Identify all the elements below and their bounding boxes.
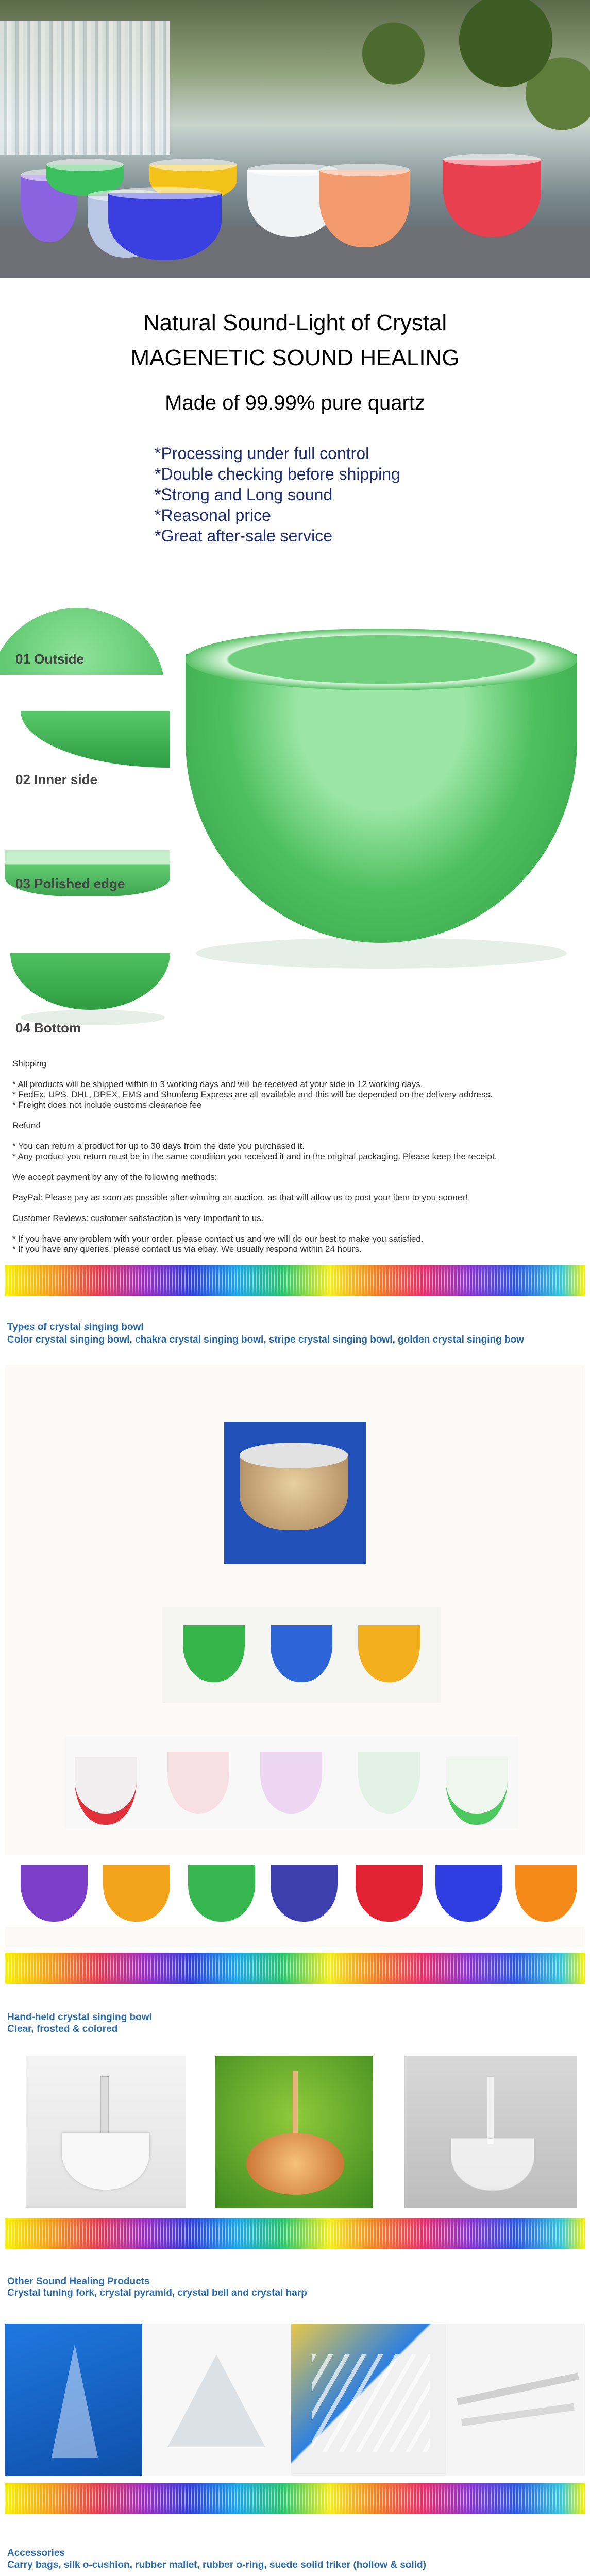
- feature-item: *Reasonal price: [155, 506, 271, 524]
- other-title: Other Sound Healing Products: [7, 2276, 150, 2287]
- detail-label: 03 Polished edge: [15, 876, 125, 891]
- material-line: Made of 99.99% pure quartz: [165, 392, 425, 414]
- crystal-harp-photo: [291, 2324, 446, 2476]
- detail-label: 02 Inner side: [15, 772, 97, 787]
- green-crystal-bowl: [186, 654, 577, 943]
- chakra-bowls-photo: [64, 1736, 518, 1829]
- payment-line: PayPal: Please pay as soon as possible after winning an auction, as that will allow us to post your item to you sooner!: [12, 1193, 468, 1202]
- types-panel: [5, 1365, 585, 1947]
- feature-item: *Great after-sale service: [155, 527, 333, 545]
- accessories-title: Accessories: [7, 2548, 65, 2558]
- handheld-subtitle: Clear, frosted & colored: [7, 2024, 118, 2035]
- review-line: * If you have any queries, please contact us via ebay. We usually respond within 24 hours.: [12, 1244, 362, 1254]
- headline-sub: MAGENETIC SOUND HEALING: [130, 345, 460, 370]
- refund-line: * You can return a product for up to 30 days from the date you purchased it.: [12, 1141, 305, 1151]
- handheld-title: Hand-held crystal singing bowl: [7, 2012, 152, 2023]
- feature-list: [155, 443, 400, 546]
- handheld-colored-photo: [215, 2056, 373, 2208]
- golden-bowl-photo: [224, 1422, 366, 1564]
- detail-inner-side: [0, 711, 170, 799]
- shipping-line: * FedEx, UPS, DHL, DPEX, EMS and Shunfeng Express are all available and this will be depended on the delivery address.: [12, 1090, 493, 1099]
- crystal-bell-photo: [446, 2324, 585, 2476]
- feature-item: *Processing under full control: [155, 444, 369, 463]
- payment-title: We accept payment by any of the following methods:: [12, 1172, 217, 1182]
- accessories-subtitle: Carry bags, silk o-cushion, rubber mallet, rubber o-ring, suede solid triker (hollow & solid): [7, 2560, 426, 2570]
- bowl-detail-section: [0, 598, 590, 1061]
- detail-label: 01 Outside: [15, 651, 84, 667]
- rainbow-divider: [5, 1953, 585, 1984]
- hero-banner-image: [0, 0, 590, 278]
- handheld-frosted-photo: [26, 2056, 186, 2208]
- green-crystal-bowl-rim: [186, 629, 577, 690]
- refund-line: * Any product you return must be in the same condition you received it and in the original packaging. Please keep the receipt.: [12, 1151, 497, 1161]
- rainbow-divider: [5, 1265, 585, 1296]
- stripe-bowls-photo: [162, 1607, 441, 1703]
- review-title: Customer Reviews: customer satisfaction is very important to us.: [12, 1213, 264, 1223]
- detail-polished-edge: [0, 840, 170, 902]
- rainbow-divider: [5, 2483, 585, 2514]
- types-subtitle: Color crystal singing bowl, chakra crystal singing bowl, stripe crystal singing bowl, golden crystal singing bow: [7, 1334, 524, 1345]
- headline: Natural Sound-Light of Crystal: [143, 310, 447, 335]
- refund-title: Refund: [12, 1121, 41, 1130]
- shipping-line: * All products will be shipped within in 3 working days and will be received at your side in 12 working days.: [12, 1079, 423, 1089]
- other-subtitle: Crystal tuning fork, crystal pyramid, crystal bell and crystal harp: [7, 2287, 307, 2298]
- feature-item: *Double checking before shipping: [155, 465, 400, 483]
- shipping-title: Shipping: [12, 1059, 47, 1069]
- handheld-clear-photo: [404, 2056, 577, 2208]
- waterfall: [0, 21, 170, 155]
- policy-info: [12, 1059, 579, 1265]
- types-title: Types of crystal singing bowl: [7, 1321, 144, 1332]
- crystal-pyramid-photo: [142, 2324, 291, 2476]
- color-bowls-photo: [5, 1855, 585, 1927]
- rainbow-divider: [5, 2218, 585, 2249]
- red-bowl: [443, 160, 541, 237]
- tuning-fork-photo: [5, 2324, 142, 2476]
- feature-item: *Strong and Long sound: [155, 485, 333, 504]
- detail-label: 04 Bottom: [15, 1020, 81, 1036]
- detail-bottom: [0, 953, 170, 1041]
- trees: [309, 0, 590, 134]
- detail-outside: [0, 608, 170, 675]
- shipping-line: * Freight does not include customs clearance fee: [12, 1100, 202, 1110]
- review-line: * If you have any problem with your order, please contact us and we will do our best to make you satisfied.: [12, 1234, 424, 1244]
